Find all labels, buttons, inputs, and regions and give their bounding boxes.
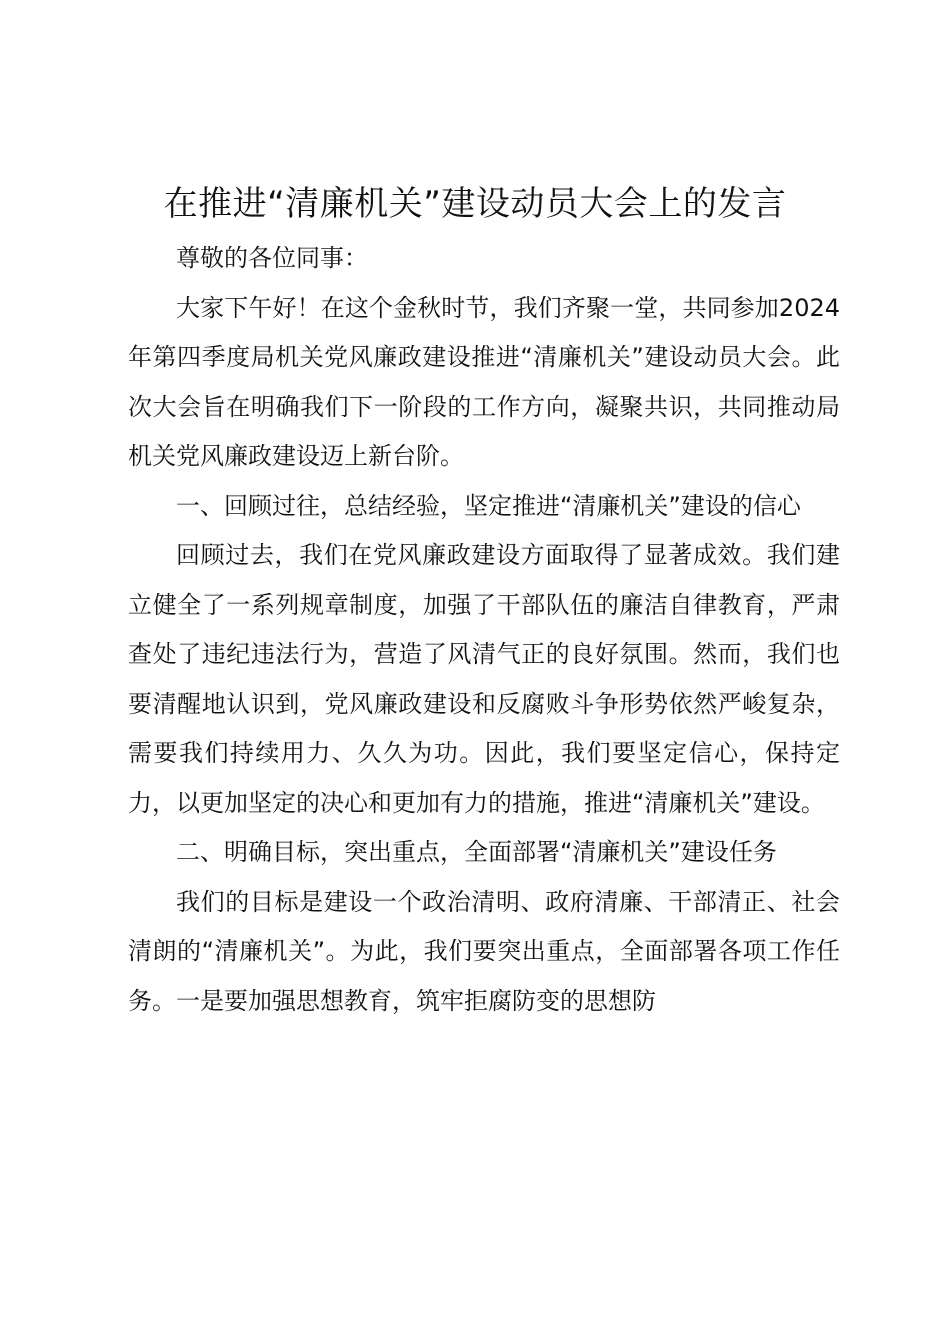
document-body: [128, 234, 840, 1026]
paragraph-review: 回顾过去，我们在党风廉政建设方面取得了显著成效。我们建立健全了一系列规章制度，加强了干部队伍的廉洁自律教育，严肃查处了违纪违法行为，营造了风清气正的良好氛围。然而，我们也要清醒地认识到，党风廉政建设和反腐败斗争形势依然严峻复杂，需要我们持续用力、久久为功。因此，我们要坚定信心，保持定力，以更加坚定的决心和更加有力的措施，推进“清廉机关”建设。: [128, 541, 840, 817]
paragraph-opening: 大家下午好！在这个金秋时节，我们齐聚一堂，共同参加2024年第四季度局机关党风廉政建设推进“清廉机关”建设动员大会。此次大会旨在明确我们下一阶段的工作方向，凝聚共识，共同推动局机关党风廉政建设迈上新台阶。: [128, 293, 840, 470]
document-title: 在推进“清廉机关”建设动员大会上的发言: [163, 184, 787, 224]
salutation: 尊敬的各位同事：: [176, 244, 368, 272]
paragraph-goals: 我们的目标是建设一个政治清明、政府清廉、干部清正、社会清朗的“清廉机关”。为此，我们要突出重点，全面部署各项工作任务。一是要加强思想教育，筑牢拒腐防变的思想防: [128, 887, 840, 1015]
section-heading-2: 二、明确目标，突出重点，全面部署“清廉机关”建设任务: [176, 838, 777, 866]
section-heading-1: 一、回顾过往，总结经验，坚定推进“清廉机关”建设的信心: [176, 491, 801, 520]
